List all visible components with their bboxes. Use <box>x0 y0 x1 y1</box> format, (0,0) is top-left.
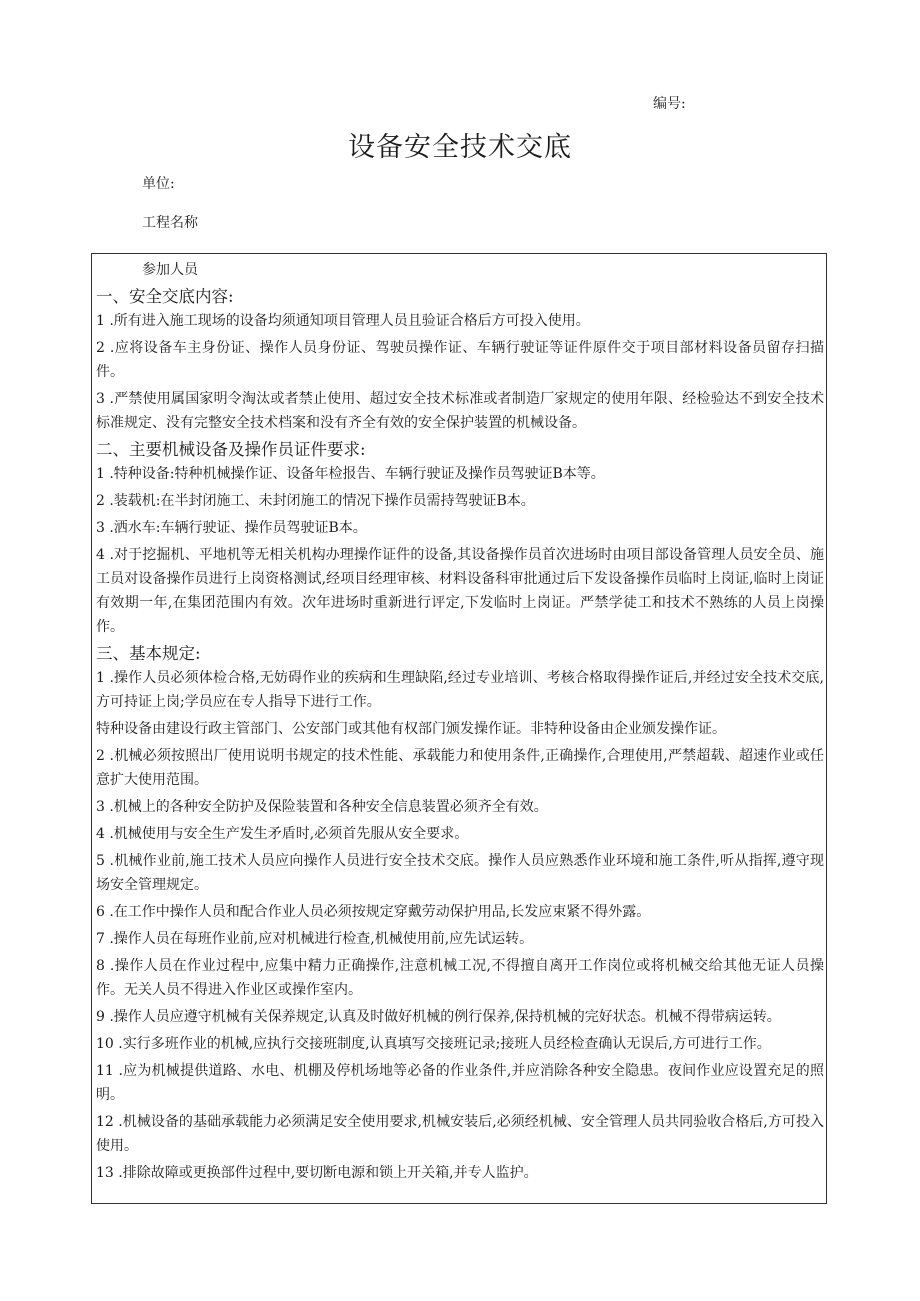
list-item: 3 .洒水车:车辆行驶证、操作员驾驶证B本。 <box>96 520 367 536</box>
briefing-form-box <box>91 253 827 1204</box>
list-item: 1 .特种设备:特种机械操作证、设备年检报告、车辆行驶证及操作员驾驶证B本等。 <box>96 466 605 482</box>
list-item: 2 .应将设备车主身份证、操作人员身份证、驾驶员操作证、车辆行驶证等证件原件交于项目部材料设备员留存扫描件。 <box>96 340 824 380</box>
list-item: 9 .操作人员应遵守机械有关保养规定,认真及时做好机械的例行保养,保持机械的完好状态。机械不得带病运转。 <box>96 1009 781 1025</box>
document-title: 设备安全技术交底 <box>348 132 572 163</box>
list-item: 6 .在工作中操作人员和配合作业人员必须按规定穿戴劳动保护用品,长发应束紧不得外露。 <box>96 904 651 920</box>
participants-label: 参加人员 <box>142 262 198 278</box>
section-heading: 二、主要机械设备及操作员证件要求: <box>96 440 366 459</box>
list-item: 1 .所有进入施工现场的设备均须通知项目管理人员且验证合格后方可投入使用。 <box>96 313 590 329</box>
list-item: 7 .操作人员在每班作业前,应对机械进行检查,机械使用前,应先试运转。 <box>96 931 534 947</box>
list-item: 10 .实行多班作业的机械,应执行交接班制度,认真填写交接班记录;接班人员经检查确认无误后,方可进行工作。 <box>96 1036 771 1052</box>
list-item: 4 .对于挖掘机、平地机等无相关机构办理操作证件的设备,其设备操作员首次进场时由项目部设备管理人员安全员、施工员对设备操作员进行上岗资格测试,经项目经理审核、材料设备科审批通过后下发设备操作员临时上岗证,临时上岗证有效期一年,在集团范围内有效。次年进场时重新进行评定,下发临时上岗证。严禁学徒工和技术不熟练的人员上岗操作。 <box>96 547 824 635</box>
list-item: 特种设备由建设行政主管部门、公安部门或其他有权部门颁发操作证。非特种设备由企业颁发操作证。 <box>96 721 726 737</box>
list-item: 4 .机械使用与安全生产发生矛盾时,必须首先服从安全要求。 <box>96 826 469 842</box>
list-item: 2 .机械必须按照出厂使用说明书规定的技术性能、承载能力和使用条件,正确操作,合理使用,严禁超载、超速作业或任意扩大使用范围。 <box>96 748 824 788</box>
list-item: 8 .操作人员在作业过程中,应集中精力正确操作,注意机械工况,不得擅自离开工作岗位或将机械交给其他无证人员操作。无关人员不得进入作业区或操作室内。 <box>96 958 824 998</box>
list-item: 13 .排除故障或更换部件过程中,要切断电源和锁上开关箱,并专人监护。 <box>96 1165 538 1181</box>
project-name-label: 工程名称 <box>142 215 198 231</box>
list-item: 12 .机械设备的基础承载能力必须满足安全使用要求,机械安装后,必须经机械、安全管理人员共同验收合格后,方可投入使用。 <box>96 1114 824 1154</box>
list-item: 3 .机械上的各种安全防护及保险装置和各种安全信息装置必须齐全有效。 <box>96 799 548 815</box>
list-item: 11 .应为机械提供道路、水电、机棚及停机场地等必备的作业条件,并应消除各种安全隐患。夜间作业应设置充足的照明。 <box>96 1063 824 1103</box>
unit-label: 单位: <box>142 176 175 192</box>
list-item: 1 .操作人员必须体检合格,无妨碍作业的疾病和生理缺陷,经过专业培训、考核合格取得操作证后,并经过安全技术交底,方可持证上岗;学员应在专人指导下进行工作。 <box>96 670 824 710</box>
list-item: 5 .机械作业前,施工技术人员应向操作人员进行安全技术交底。操作人员应熟悉作业环境和施工条件,听从指挥,遵守现场安全管理规定。 <box>96 853 824 893</box>
list-item: 3 .严禁使用属国家明令淘汰或者禁止使用、超过安全技术标准或者制造厂家规定的使用年限、经检验达不到安全技术标准规定、没有完整安全技术档案和没有齐全有效的安全保护装置的机械设备。 <box>96 391 824 431</box>
section-heading: 一、安全交底内容: <box>96 287 234 306</box>
section-heading: 三、基本规定: <box>96 644 201 663</box>
list-item: 2 .装载机:在半封闭施工、未封闭施工的情况下操作员需持驾驶证B本。 <box>96 493 535 509</box>
serial-number-label: 编号: <box>653 96 686 112</box>
